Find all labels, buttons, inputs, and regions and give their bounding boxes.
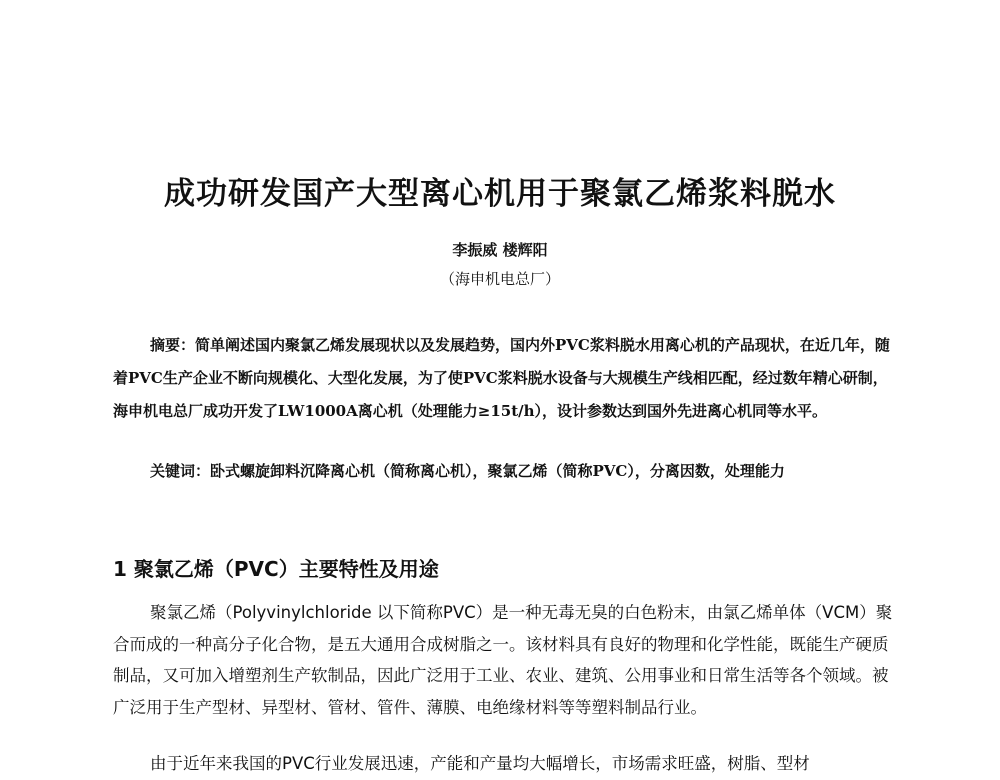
cut-off-text-line: 由于近年来我国的PVC行业发展迅速，产能和产量均大幅增长，市场需求旺盛，树脂、型材 [150,754,810,773]
section-heading: 1 聚氯乙烯（PVC）主要特性及用途 [113,557,439,581]
keywords: 关键词：卧式螺旋卸料沉降离心机（简称离心机），聚氯乙烯（简称PVC），分离因数，处理能力 [150,462,785,480]
section-body-paragraph: 聚氯乙烯（Polyvinylchloride 以下简称PVC）是一种无毒无臭的白色粉末，由氯乙烯单体（VCM）聚合而成的一种高分子化合物，是五大通用合成树脂之一。该材料具有良好的物理和化学性能，既能生产硬质制品，又可加入增塑剂生产软制品，因此广泛用于工业、农业、建筑、公用事业和日常生活等各个领域。被广泛用于生产型材、异型材、管材、管件、薄膜、电绝缘材料等等塑料制品行业。 [113,603,893,717]
affiliation: （海申机电总厂） [439,270,560,288]
authors: 李振威 楼辉阳 [452,241,548,259]
abstract: 摘要：简单阐述国内聚氯乙烯发展现状以及发展趋势，国内外PVC浆料脱水用离心机的产品现状，在近几年，随着PVC生产企业不断向规模化、大型化发展，为了使PVC浆料脱水设备与大规模生产线相匹配，经过数年精心研制，海申机电总厂成功开发了LW1000A离心机（处理能力≥15t/h），设计参数达到国外先进离心机同等水平。 [113,336,890,420]
paper-title: 成功研发国产大型离心机用于聚氯乙烯浆料脱水 [164,176,836,212]
